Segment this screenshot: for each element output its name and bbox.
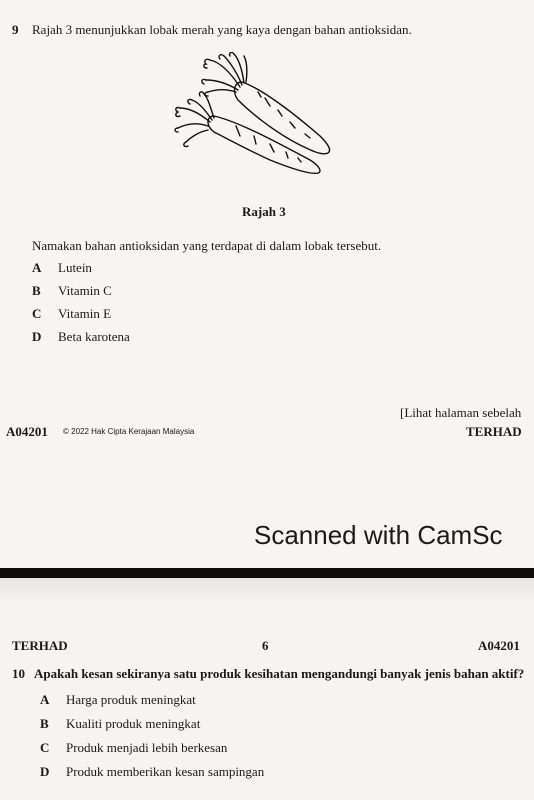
option-b-text: Kualiti produk meningkat	[66, 716, 201, 731]
copyright-note: © 2022 Hak Cipta Kerajaan Malaysia	[63, 427, 195, 436]
option-c-letter: C	[40, 740, 50, 755]
question-9-text: Rajah 3 menunjukkan lobak merah yang kaya dengan bahan antioksidan.	[32, 22, 412, 37]
option-d-text: Produk memberikan kesan sampingan	[66, 764, 265, 779]
option-a-letter: A	[40, 692, 50, 707]
page-separator	[0, 568, 534, 578]
camscanner-watermark: Scanned with CamSc	[254, 520, 503, 550]
question-10-text: Apakah kesan sekiranya satu produk kesihatan mengandungi banyak jenis bahan aktif?	[34, 666, 525, 681]
next-page-note: [Lihat halaman sebelah	[400, 405, 522, 420]
exam-page-6	[0, 600, 534, 800]
option-a-text: Harga produk meningkat	[66, 692, 196, 707]
option-b-letter: B	[40, 716, 49, 731]
option-a-text: Lutein	[58, 260, 92, 275]
option-d-letter: D	[40, 764, 50, 779]
page-number: 6	[262, 638, 269, 653]
terhad-label: TERHAD	[466, 424, 522, 439]
paper-code: A04201	[6, 424, 48, 439]
option-d-letter: D	[32, 329, 42, 344]
option-d-text: Beta karotena	[58, 329, 130, 344]
option-c-letter: C	[32, 306, 42, 321]
option-b-text: Vitamin C	[58, 283, 112, 298]
option-a-letter: A	[32, 260, 42, 275]
header-code: A04201	[478, 638, 520, 653]
option-c-text: Produk menjadi lebih berkesan	[66, 740, 228, 755]
carrots-figure	[170, 52, 350, 187]
option-b-letter: B	[32, 283, 41, 298]
question-10-number: 10	[12, 666, 25, 681]
figure-caption: Rajah 3	[242, 204, 286, 219]
question-9-prompt: Namakan bahan antioksidan yang terdapat di dalam lobak tersebut.	[32, 238, 382, 253]
question-9-number: 9	[12, 22, 19, 37]
page-gap	[0, 578, 534, 600]
option-c-text: Vitamin E	[58, 306, 112, 321]
header-terhad: TERHAD	[12, 638, 68, 653]
